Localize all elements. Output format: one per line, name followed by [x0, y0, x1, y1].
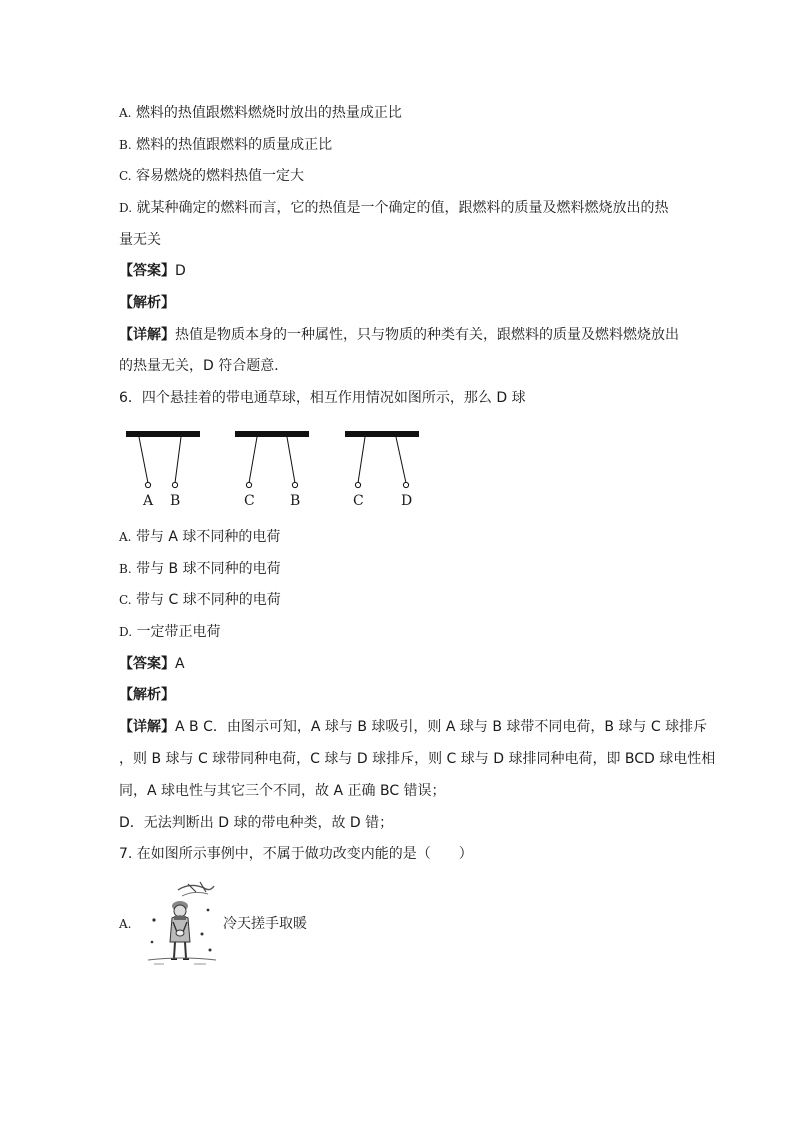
answer-value: A [175, 656, 185, 672]
q6-option-b [119, 560, 281, 578]
option-text: 就某种确定的燃料而言，它的热值是一个确定的值，跟燃料的质量及燃料燃烧放出的热 [136, 200, 669, 216]
q6-analysis-tag [119, 686, 175, 704]
q6-answer [119, 655, 185, 673]
q5-option-b [119, 136, 332, 154]
option-text: 带与 B 球不同种的电荷 [136, 561, 281, 577]
answer-tag: 【答案】 [119, 263, 175, 279]
answer-tag: 【答案】 [119, 656, 175, 672]
ball-a [145, 482, 150, 487]
option-text: 带与 A 球不同种的电荷 [135, 529, 281, 545]
q5-detail-line-1 [119, 326, 679, 344]
thread-b [175, 437, 181, 483]
thread-a [139, 437, 148, 483]
option-text: 燃料的热值跟燃料的质量成正比 [136, 137, 333, 153]
thread-c [249, 437, 257, 483]
q7-option-a-letter [119, 915, 131, 933]
q6-detail-line-4: D．无法判断出 D 球的带电种类，故 D 错； [119, 815, 394, 831]
option-text: 一定带正电荷 [136, 624, 221, 640]
option-letter: C. [119, 593, 132, 607]
q6-detail-line-2: ，则 B 球与 C 球带同种电荷，C 球与 D 球排斥，则 C 球与 D 球排同种电荷，即 BCD 球电性相 [119, 751, 716, 767]
detail-tag: 【详解】 [119, 327, 175, 343]
detail-text: 热值是物质本身的一种属性，只与物质的种类有关，跟燃料的质量及燃料燃烧放出 [175, 327, 679, 343]
detail-text: A B C．由图示可知，A 球与 B 球吸引，则 A 球与 B 球带不同电荷，B 球与 C 球排斥 [175, 719, 708, 735]
q5-option-d-continuation: 量无关 [119, 232, 161, 248]
analysis-tag: 【解析】 [119, 687, 175, 703]
option-letter: A. [119, 917, 132, 931]
ball-d [403, 482, 408, 487]
thread-b2 [287, 437, 295, 483]
analysis-tag: 【解析】 [119, 295, 175, 311]
option-letter: A. [119, 530, 132, 544]
q5-analysis-tag [119, 294, 175, 312]
label-c2: C [353, 493, 364, 509]
q5-option-a [119, 104, 402, 122]
option-letter: C. [119, 169, 132, 183]
option-text: 带与 C 球不同种的电荷 [136, 592, 281, 608]
q5-answer [119, 262, 186, 280]
q7-stem: 7. 在如图所示事例中，不属于做功改变内能的是（ ） [119, 846, 473, 862]
q6-stem: 6．四个悬挂着的带电通草球，相互作用情况如图所示，那么 D 球 [119, 390, 526, 406]
q6-detail-line-3: 同，A 球电性与其它三个不同，故 A 正确 BC 错误； [119, 783, 446, 799]
answer-value: D [175, 263, 186, 279]
detail-tag: 【详解】 [119, 719, 175, 735]
ball-b [172, 482, 177, 487]
person-rubbing-hands-illustration [144, 880, 220, 968]
thread-c2 [358, 437, 365, 483]
support-bar-3 [345, 431, 419, 437]
option-text: 燃料的热值跟燃料燃烧时放出的热量成正比 [135, 105, 402, 121]
option-letter: D. [119, 201, 133, 215]
q5-detail-line-2: 的热量无关，D 符合题意． [119, 358, 289, 374]
label-d: D [401, 493, 413, 509]
q5-option-d [119, 199, 668, 217]
label-b: B [170, 493, 181, 509]
q7-option-a-text: 冷天搓手取暖 [223, 916, 307, 932]
support-bar-1 [126, 431, 200, 437]
ball-c2 [355, 482, 360, 487]
option-letter: B. [119, 138, 132, 152]
q5-option-c [119, 167, 304, 185]
label-c: C [244, 493, 255, 509]
thread-d [396, 437, 406, 483]
option-letter: B. [119, 562, 132, 576]
label-a: A [143, 493, 154, 509]
label-b2: B [290, 493, 301, 509]
ball-c [246, 482, 251, 487]
q6-option-d [119, 623, 220, 641]
q6-figure [119, 424, 429, 514]
option-letter: D. [119, 625, 133, 639]
option-letter: A. [119, 106, 132, 120]
option-text: 容易燃烧的燃料热值一定大 [136, 168, 305, 184]
support-bar-2 [235, 431, 309, 437]
q6-option-a [119, 528, 280, 546]
ball-b2 [292, 482, 297, 487]
q6-option-c [119, 591, 281, 609]
q6-detail-line-1 [119, 718, 707, 736]
